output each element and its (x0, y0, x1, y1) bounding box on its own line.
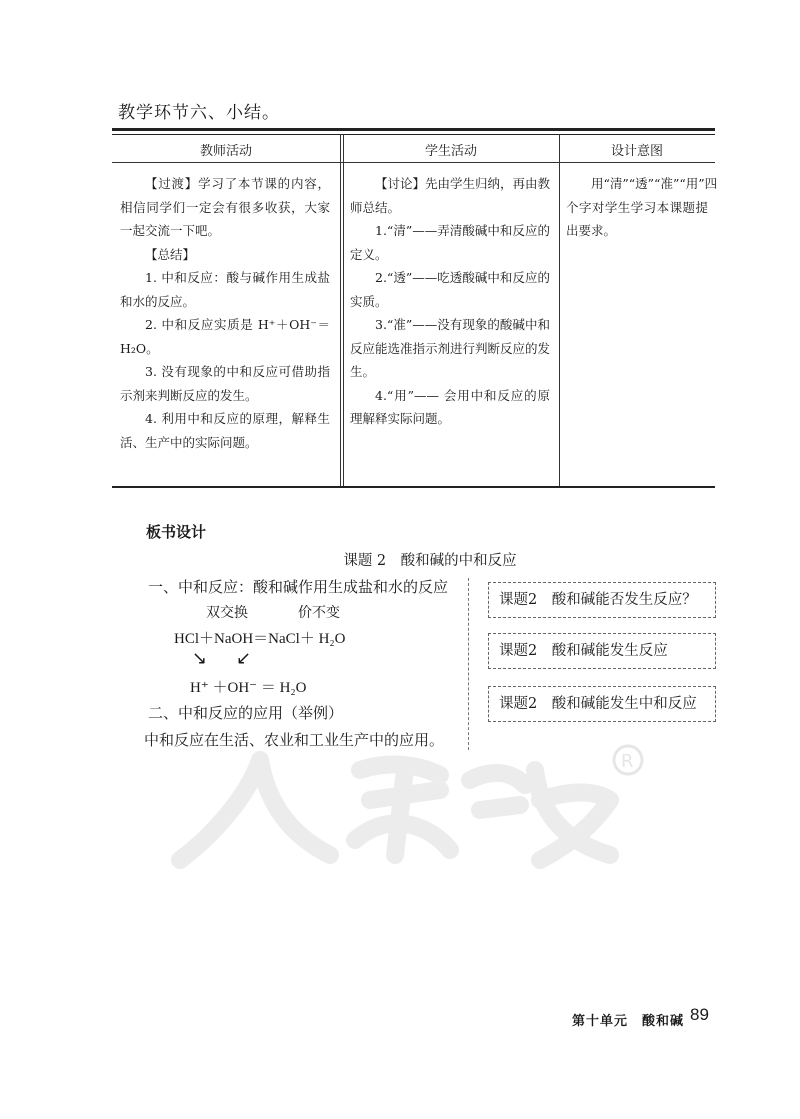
topic-box-1: 课题2 酸和碱能否发生反应？ (488, 582, 716, 618)
design-intent-cell (566, 172, 718, 243)
arrow-down-left-icon: ↙ (236, 648, 252, 669)
board-sub-double-exchange: 双交换 (206, 605, 248, 621)
teacher-activity-cell (120, 172, 330, 454)
student-discussion: 【讨论】先由学生归纳，再由教师总结。 (350, 176, 551, 215)
student-point-2: 2.“透”——吃透酸碱中和反应的实质。 (350, 270, 550, 309)
board-divider (468, 578, 470, 750)
student-point-1: 1.“清”——弄清酸碱中和反应的定义。 (350, 223, 550, 262)
footer-unit-title: 第十单元 酸和碱 (572, 1014, 685, 1029)
board-line-2: 二、中和反应的应用（举例） (148, 704, 344, 722)
board-ionic-equation: H⁺ ＋OH⁻ ＝ H₂O (190, 680, 307, 696)
header-teacher-activity: 教师活动 (199, 144, 252, 159)
column-divider (559, 134, 560, 486)
svg-text:R: R (621, 751, 634, 772)
teacher-transition: 【过渡】学习了本节课的内容，相信同学们一定会有很多收获，大家一起交流一下吧。 (120, 176, 330, 238)
publisher-watermark-logo (140, 730, 660, 880)
board-equation: HCl＋NaOH＝NaCl＋ H₂O (174, 631, 346, 647)
teacher-point-1: 1. 中和反应：酸与碱作用生成盐和水的反应。 (120, 270, 330, 309)
student-point-4: 4.“用”—— 会用中和反应的原理解释实际问题。 (350, 387, 550, 426)
header-design-intent: 设计意图 (610, 144, 663, 159)
section-title: 教学环节六、小结。 (118, 103, 280, 123)
column-divider (343, 134, 344, 486)
teacher-point-4: 4. 利用中和反应的原理，解释生活、生产中的实际问题。 (120, 411, 330, 450)
teacher-point-3: 3. 没有现象的中和反应可借助指示剂来判断反应的发生。 (120, 364, 330, 403)
table-header-rule (112, 162, 715, 163)
page-number: 89 (690, 1005, 709, 1024)
student-activity-cell (350, 172, 550, 431)
topic-box-2: 课题2 酸和碱能发生反应 (488, 633, 716, 669)
column-divider (340, 134, 341, 486)
teacher-summary-label: 【总结】 (145, 246, 196, 262)
topic-box-3: 课题2 酸和碱能发生中和反应 (488, 686, 716, 722)
table-top-rule (112, 128, 715, 131)
board-design-title: 板书设计 (146, 523, 207, 541)
table-top-rule-thin (112, 134, 715, 135)
design-intent-text: 用“清”“透”“准”“用”四个字对学生学习本课题提出要求。 (566, 176, 718, 238)
teacher-point-2: 2. 中和反应实质是 H⁺＋OH⁻＝H₂O。 (120, 317, 330, 356)
summary-table (112, 128, 718, 488)
board-sub-valence-unchanged: 价不变 (298, 605, 340, 621)
board-line-3: 中和反应在生活、农业和工业生产中的应用。 (144, 731, 445, 749)
student-point-3: 3.“准”——没有现象的酸碱中和反应能选准指示剂进行判断反应的发生。 (350, 317, 551, 379)
header-student-activity: 学生活动 (424, 144, 477, 159)
board-heading: 课题 2 酸和碱的中和反应 (343, 553, 517, 569)
table-bottom-rule (112, 486, 715, 488)
arrow-down-right-icon: ↘ (192, 648, 208, 669)
board-line-1: 一、中和反应：酸和碱作用生成盐和水的反应 (148, 578, 449, 596)
